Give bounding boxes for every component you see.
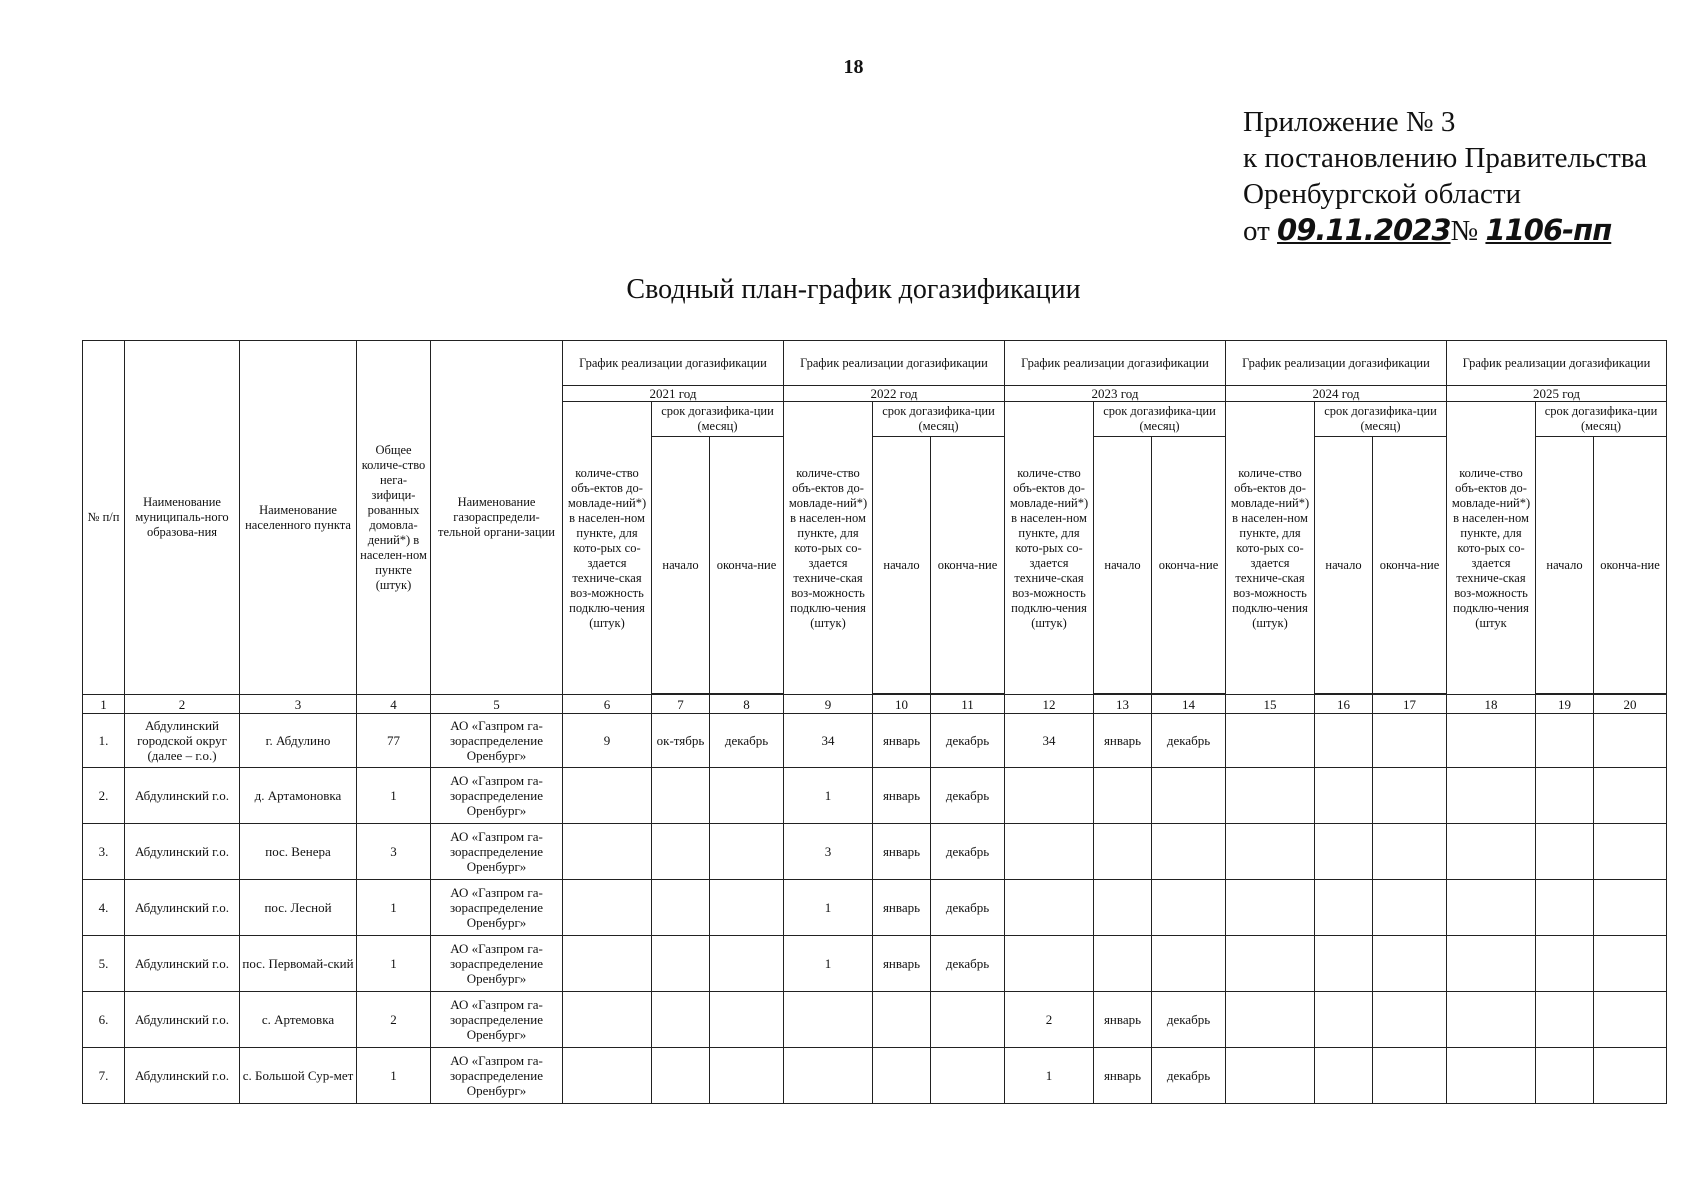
header-start-2025: начало xyxy=(1536,437,1594,694)
column-number: 7 xyxy=(652,695,710,714)
year-2024-start-month-cell xyxy=(1315,936,1373,992)
header-start-2023: начало xyxy=(1094,437,1152,694)
year-2023-count-cell: 34 xyxy=(1005,714,1094,768)
year-2025-start-month-cell xyxy=(1536,714,1594,768)
year-2021-count-cell xyxy=(563,824,652,880)
column-number: 2 xyxy=(125,695,240,714)
row-number: 6. xyxy=(83,992,125,1048)
year-2025-end-month-cell xyxy=(1594,992,1667,1048)
year-2021-end-month-cell xyxy=(710,824,784,880)
year-2023-end-month-cell xyxy=(1152,768,1226,824)
header-year-2025: 2025 год xyxy=(1447,386,1667,402)
total-households-cell: 3 xyxy=(357,824,431,880)
handwritten-date: 09.11.2023 xyxy=(1277,213,1451,247)
year-2024-end-month-cell xyxy=(1373,1048,1447,1104)
header-year-2022: 2022 год xyxy=(784,386,1005,402)
year-2022-end-month-cell: декабрь xyxy=(931,880,1005,936)
gas-org-cell: АО «Газпром га-зораспределение Оренбург» xyxy=(431,768,563,824)
total-households-cell: 2 xyxy=(357,992,431,1048)
year-2022-count-cell xyxy=(784,992,873,1048)
gas-org-cell: АО «Газпром га-зораспределение Оренбург» xyxy=(431,1048,563,1104)
column-number: 6 xyxy=(563,695,652,714)
year-2021-end-month-cell xyxy=(710,936,784,992)
settlement-cell: пос. Венера xyxy=(240,824,357,880)
year-2021-start-month-cell xyxy=(652,936,710,992)
year-2021-count-cell: 9 xyxy=(563,714,652,768)
total-households-cell: 1 xyxy=(357,768,431,824)
year-2022-count-cell: 1 xyxy=(784,936,873,992)
year-2022-start-month-cell: январь xyxy=(873,824,931,880)
header-count-2024: количе-ство объ-ектов до-мовладе-ний*) в населен-ном пункте, для кото-рых со-здается техниче-ская воз-можность подклю-чения (штук) xyxy=(1226,402,1315,695)
year-2025-start-month-cell xyxy=(1536,992,1594,1048)
year-2024-start-month-cell xyxy=(1315,992,1373,1048)
year-2022-start-month-cell: январь xyxy=(873,936,931,992)
page-number: 18 xyxy=(843,56,864,78)
municipality-cell: Абдулинский г.о. xyxy=(125,1048,240,1104)
year-2025-end-month-cell xyxy=(1594,936,1667,992)
column-number: 14 xyxy=(1152,695,1226,714)
gas-org-cell: АО «Газпром га-зораспределение Оренбург» xyxy=(431,824,563,880)
year-2024-end-month-cell xyxy=(1373,714,1447,768)
header-count-2023: количе-ство объ-ектов до-мовладе-ний*) в населен-ном пункте, для кото-рых со-здается техниче-ская воз-можность подклю-чения (штук) xyxy=(1005,402,1094,695)
settlement-cell: пос. Лесной xyxy=(240,880,357,936)
year-2023-count-cell xyxy=(1005,880,1094,936)
header-num: № п/п xyxy=(83,341,125,695)
municipality-cell: Абдулинский г.о. xyxy=(125,936,240,992)
year-2022-count-cell: 34 xyxy=(784,714,873,768)
schedule-table-wrapper xyxy=(82,340,1667,1104)
header-year-2023: 2023 год xyxy=(1005,386,1226,402)
row-number: 2. xyxy=(83,768,125,824)
year-2023-count-cell xyxy=(1005,824,1094,880)
table-row xyxy=(83,824,1667,880)
year-2025-count-cell xyxy=(1447,992,1536,1048)
year-2024-count-cell xyxy=(1226,1048,1315,1104)
year-2024-start-month-cell xyxy=(1315,768,1373,824)
row-number: 3. xyxy=(83,824,125,880)
row-number: 5. xyxy=(83,936,125,992)
year-2021-end-month-cell xyxy=(710,768,784,824)
column-number: 11 xyxy=(931,695,1005,714)
header-start-2024: начало xyxy=(1315,437,1373,694)
header-schedule-2025: График реализации догазификации xyxy=(1447,341,1667,386)
year-2023-count-cell: 2 xyxy=(1005,992,1094,1048)
row-number: 1. xyxy=(83,714,125,768)
year-2023-start-month-cell xyxy=(1094,936,1152,992)
settlement-cell: д. Артамоновка xyxy=(240,768,357,824)
header-count-2025: количе-ство объ-ектов до-мовладе-ний*) в населен-ном пункте, для кото-рых со-здается техниче-ская воз-можность подклю-чения (штук xyxy=(1447,402,1536,695)
year-2023-start-month-cell xyxy=(1094,824,1152,880)
appendix-line-2: к постановлению Правительства xyxy=(1243,142,1647,174)
municipality-cell: Абдулинский г.о. xyxy=(125,824,240,880)
year-2021-count-cell xyxy=(563,1048,652,1104)
header-start-2022: начало xyxy=(873,437,931,694)
schedule-table xyxy=(82,340,1667,1104)
row-number: 4. xyxy=(83,880,125,936)
year-2024-end-month-cell xyxy=(1373,992,1447,1048)
header-end-2023: оконча-ние xyxy=(1152,437,1226,694)
year-2025-count-cell xyxy=(1447,1048,1536,1104)
header-start-2021: начало xyxy=(652,437,710,694)
column-number: 5 xyxy=(431,695,563,714)
year-2025-count-cell xyxy=(1447,880,1536,936)
year-2024-count-cell xyxy=(1226,992,1315,1048)
column-number: 10 xyxy=(873,695,931,714)
year-2024-count-cell xyxy=(1226,768,1315,824)
header-settlement: Наименование населенного пункта xyxy=(240,341,357,695)
header-schedule-2022: График реализации догазификации xyxy=(784,341,1005,386)
year-2022-start-month-cell: январь xyxy=(873,768,931,824)
column-number: 8 xyxy=(710,695,784,714)
year-2024-count-cell xyxy=(1226,880,1315,936)
year-2025-end-month-cell xyxy=(1594,1048,1667,1104)
year-2025-count-cell xyxy=(1447,824,1536,880)
total-households-cell: 1 xyxy=(357,880,431,936)
table-row xyxy=(83,936,1667,992)
year-2025-start-month-cell xyxy=(1536,1048,1594,1104)
column-number: 3 xyxy=(240,695,357,714)
appendix-line-4 xyxy=(1243,212,1647,249)
table-row xyxy=(83,880,1667,936)
appendix-line-1: Приложение № 3 xyxy=(1243,106,1456,138)
table-row xyxy=(83,1048,1667,1104)
year-2021-start-month-cell xyxy=(652,824,710,880)
year-2022-end-month-cell: декабрь xyxy=(931,936,1005,992)
year-2024-count-cell xyxy=(1226,714,1315,768)
year-2023-start-month-cell xyxy=(1094,880,1152,936)
document-title: Сводный план-график догазификации xyxy=(626,274,1081,305)
year-2024-end-month-cell xyxy=(1373,768,1447,824)
year-2021-count-cell xyxy=(563,992,652,1048)
header-end-2024: оконча-ние xyxy=(1373,437,1447,694)
year-2021-count-cell xyxy=(563,768,652,824)
year-2023-end-month-cell xyxy=(1152,936,1226,992)
year-2022-end-month-cell: декабрь xyxy=(931,768,1005,824)
header-municipality: Наименование муниципаль-ного образова-ния xyxy=(125,341,240,695)
column-number: 17 xyxy=(1373,695,1447,714)
year-2022-start-month-cell: январь xyxy=(873,714,931,768)
column-number: 19 xyxy=(1536,695,1594,714)
column-number: 16 xyxy=(1315,695,1373,714)
year-2022-start-month-cell: январь xyxy=(873,880,931,936)
table-row xyxy=(83,992,1667,1048)
year-2023-start-month-cell xyxy=(1094,768,1152,824)
header-year-2024: 2024 год xyxy=(1226,386,1447,402)
year-2024-start-month-cell xyxy=(1315,824,1373,880)
year-2023-start-month-cell: январь xyxy=(1094,714,1152,768)
header-row-1 xyxy=(83,341,1667,386)
year-2023-start-month-cell: январь xyxy=(1094,1048,1152,1104)
municipality-cell: Абдулинский г.о. xyxy=(125,768,240,824)
year-2023-count-cell: 1 xyxy=(1005,1048,1094,1104)
header-end-2021: оконча-ние xyxy=(710,437,784,694)
header-end-2025: оконча-ние xyxy=(1594,437,1667,694)
year-2025-end-month-cell xyxy=(1594,768,1667,824)
column-number: 13 xyxy=(1094,695,1152,714)
year-2021-end-month-cell xyxy=(710,992,784,1048)
year-2024-start-month-cell xyxy=(1315,880,1373,936)
total-households-cell: 1 xyxy=(357,936,431,992)
header-total: Общее количе-ство нега-зифици-рованных домовла-дений*) в населен-ном пункте (штук) xyxy=(357,341,431,695)
year-2021-start-month-cell xyxy=(652,768,710,824)
year-2022-count-cell: 1 xyxy=(784,880,873,936)
year-2025-count-cell xyxy=(1447,768,1536,824)
table-row xyxy=(83,768,1667,824)
header-term-2025: срок догазифика-ции (месяц) xyxy=(1536,402,1667,437)
appendix-from-label: от xyxy=(1243,215,1270,247)
year-2024-end-month-cell xyxy=(1373,880,1447,936)
settlement-cell: с. Артемовка xyxy=(240,992,357,1048)
year-2024-end-month-cell xyxy=(1373,824,1447,880)
year-2025-start-month-cell xyxy=(1536,768,1594,824)
handwritten-number: 1106-пп xyxy=(1485,213,1612,247)
header-term-2021: срок догазифика-ции (месяц) xyxy=(652,402,784,437)
year-2025-start-month-cell xyxy=(1536,936,1594,992)
header-schedule-2021: График реализации догазификации xyxy=(563,341,784,386)
year-2025-end-month-cell xyxy=(1594,824,1667,880)
year-2022-count-cell xyxy=(784,1048,873,1104)
gas-org-cell: АО «Газпром га-зораспределение Оренбург» xyxy=(431,936,563,992)
year-2022-count-cell: 1 xyxy=(784,768,873,824)
gas-org-cell: АО «Газпром га-зораспределение Оренбург» xyxy=(431,714,563,768)
header-count-2022: количе-ство объ-ектов до-мовладе-ний*) в населен-ном пункте, для кото-рых со-здается техниче-ская воз-можность подклю-чения (штук) xyxy=(784,402,873,695)
year-2023-end-month-cell xyxy=(1152,880,1226,936)
year-2024-end-month-cell xyxy=(1373,936,1447,992)
year-2023-end-month-cell: декабрь xyxy=(1152,1048,1226,1104)
year-2021-end-month-cell: декабрь xyxy=(710,714,784,768)
year-2024-start-month-cell xyxy=(1315,1048,1373,1104)
row-number: 7. xyxy=(83,1048,125,1104)
year-2023-count-cell xyxy=(1005,936,1094,992)
year-2025-start-month-cell xyxy=(1536,824,1594,880)
header-schedule-2023: График реализации догазификации xyxy=(1005,341,1226,386)
header-term-2024: срок догазифика-ции (месяц) xyxy=(1315,402,1447,437)
appendix-line-3: Оренбургской области xyxy=(1243,178,1522,210)
column-number: 15 xyxy=(1226,695,1315,714)
header-gas-org: Наименование газораспредели-тельной органи-зации xyxy=(431,341,563,695)
column-number: 4 xyxy=(357,695,431,714)
year-2021-start-month-cell xyxy=(652,1048,710,1104)
settlement-cell: с. Большой Сур-мет xyxy=(240,1048,357,1104)
year-2021-start-month-cell xyxy=(652,992,710,1048)
column-number: 9 xyxy=(784,695,873,714)
year-2023-end-month-cell: декабрь xyxy=(1152,714,1226,768)
year-2023-end-month-cell: декабрь xyxy=(1152,992,1226,1048)
number-sign: № xyxy=(1450,215,1479,247)
year-2022-end-month-cell xyxy=(931,1048,1005,1104)
header-term-2023: срок догазифика-ции (месяц) xyxy=(1094,402,1226,437)
year-2025-count-cell xyxy=(1447,714,1536,768)
header-end-2022: оконча-ние xyxy=(931,437,1005,694)
year-2023-start-month-cell: январь xyxy=(1094,992,1152,1048)
year-2024-start-month-cell xyxy=(1315,714,1373,768)
year-2021-end-month-cell xyxy=(710,880,784,936)
header-count-2021: количе-ство объ-ектов до-мовладе-ний*) в населен-ном пункте, для кото-рых со-здается техниче-ская воз-можность подклю-чения (штук) xyxy=(563,402,652,695)
year-2024-count-cell xyxy=(1226,936,1315,992)
year-2025-end-month-cell xyxy=(1594,714,1667,768)
table-body xyxy=(83,695,1667,1104)
settlement-cell: пос. Первомай-ский xyxy=(240,936,357,992)
year-2021-count-cell xyxy=(563,936,652,992)
year-2022-end-month-cell: декабрь xyxy=(931,824,1005,880)
column-number: 18 xyxy=(1447,695,1536,714)
municipality-cell: Абдулинский городской округ (далее – г.о.) xyxy=(125,714,240,768)
appendix-block xyxy=(1243,104,1647,249)
year-2023-end-month-cell xyxy=(1152,824,1226,880)
year-2021-start-month-cell xyxy=(652,880,710,936)
column-number-row xyxy=(83,695,1667,714)
header-schedule-2024: График реализации догазификации xyxy=(1226,341,1447,386)
year-2025-count-cell xyxy=(1447,936,1536,992)
year-2022-start-month-cell xyxy=(873,992,931,1048)
year-2022-start-month-cell xyxy=(873,1048,931,1104)
year-2021-start-month-cell: ок-тябрь xyxy=(652,714,710,768)
year-2022-count-cell: 3 xyxy=(784,824,873,880)
year-2021-count-cell xyxy=(563,880,652,936)
gas-org-cell: АО «Газпром га-зораспределение Оренбург» xyxy=(431,992,563,1048)
year-2024-count-cell xyxy=(1226,824,1315,880)
total-households-cell: 1 xyxy=(357,1048,431,1104)
header-year-2021: 2021 год xyxy=(563,386,784,402)
column-number: 20 xyxy=(1594,695,1667,714)
header-term-2022: срок догазифика-ции (месяц) xyxy=(873,402,1005,437)
municipality-cell: Абдулинский г.о. xyxy=(125,992,240,1048)
year-2021-end-month-cell xyxy=(710,1048,784,1104)
table-row xyxy=(83,714,1667,768)
gas-org-cell: АО «Газпром га-зораспределение Оренбург» xyxy=(431,880,563,936)
year-2025-start-month-cell xyxy=(1536,880,1594,936)
settlement-cell: г. Абдулино xyxy=(240,714,357,768)
year-2022-end-month-cell: декабрь xyxy=(931,714,1005,768)
year-2022-end-month-cell xyxy=(931,992,1005,1048)
year-2025-end-month-cell xyxy=(1594,880,1667,936)
municipality-cell: Абдулинский г.о. xyxy=(125,880,240,936)
total-households-cell: 77 xyxy=(357,714,431,768)
column-number: 12 xyxy=(1005,695,1094,714)
column-number: 1 xyxy=(83,695,125,714)
year-2023-count-cell xyxy=(1005,768,1094,824)
